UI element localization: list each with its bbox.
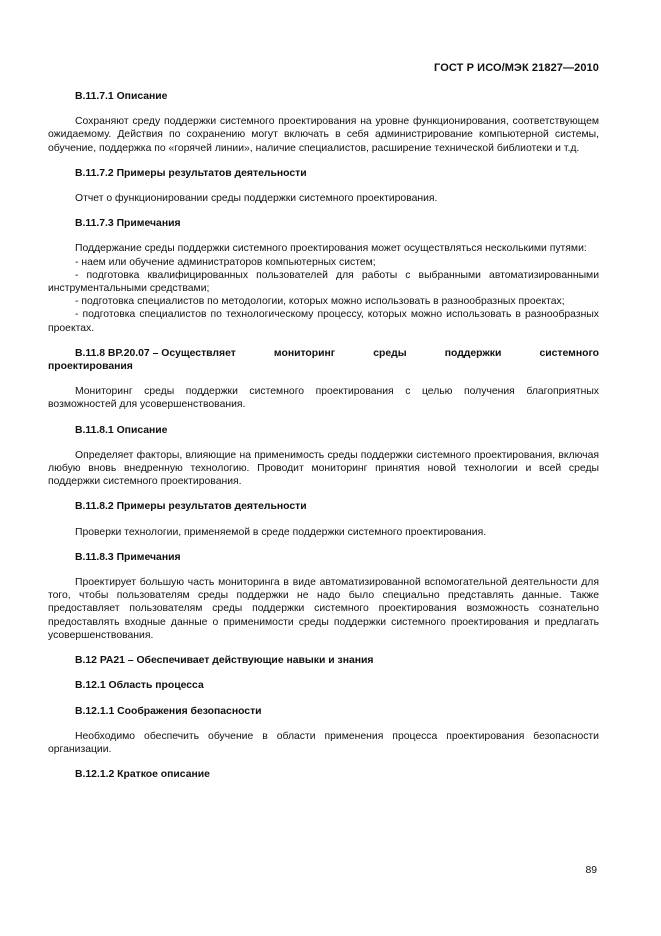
document-code: ГОСТ Р ИСО/МЭК 21827—2010 [434, 62, 599, 74]
paragraph: Поддержание среды поддержки системного проектирования может осуществляться несколькими путями: [75, 243, 587, 255]
section-heading: В.12.1.1 Соображения безопасности [75, 705, 262, 717]
paragraph: Необходимо обеспечить обучение в области применения процесса проектирования безопасности организации. [48, 730, 599, 755]
page-number: 89 [585, 865, 597, 876]
list-item: - подготовка специалистов по технологическому процессу, которых можно использовать в разнообразных проектах. [48, 309, 599, 334]
section-heading: В.11.7.1 Описание [75, 91, 168, 102]
section-heading [48, 347, 599, 373]
section-heading: В.11.8.2 Примеры результатов деятельности [75, 501, 307, 513]
section-heading: В.11.8.1 Описание [75, 424, 168, 436]
section-heading: В.11.7.2 Примеры результатов деятельности [75, 167, 307, 179]
paragraph: Определяет факторы, влияющие на применимость среды поддержки системного проектирования, включая любую вновь внедренную технологию. Проводит мониторинг принятия новой технологии и всей среды поддержки системного проектирования. [48, 449, 599, 488]
paragraph: Отчет о функционировании среды поддержки системного проектирования. [75, 193, 438, 205]
heading-word: поддержки [444, 347, 502, 359]
section-heading: В.12 РА21 – Обеспечивает действующие навыки и знания [75, 655, 374, 667]
section-heading: В.11.7.3 Примечания [75, 218, 181, 230]
heading-second-line: проектирования [48, 361, 133, 373]
heading-word: системного [539, 347, 599, 359]
list-item: - подготовка специалистов по методологии, которых можно использовать в разнообразных проектах; [75, 296, 565, 308]
page-body [48, 90, 599, 793]
paragraph: Проектирует большую часть мониторинга в виде автоматизированной вспомогательной деятельности для того, чтобы пользователям среды поддержки не надо было специально представлять данные. Также предоставляет пользователям среды поддержки системного проектирования возможность сознательно предоставлять входные данные о применимости среды поддержки системного проектирования и предлагать усовершенствования. [48, 577, 599, 641]
section-heading: В.11.8.3 Примечания [75, 551, 181, 563]
heading-word: среды [373, 347, 407, 359]
heading-word: мониторинг [273, 347, 336, 359]
paragraph: Сохраняют среду поддержки системного проектирования на уровне функционирования, соответствующем ожидаемому. Действия по сохранению могут включать в себя администрирование компьютерной системы, обучение, поддержка по «горячей линии», наличие специалистов, расширение технической библиотеки и т.д. [48, 116, 599, 154]
heading-first-line [48, 347, 599, 360]
paragraph: Проверки технологии, применяемой в среде поддержки системного проектирования. [75, 526, 487, 538]
heading-word: В.11.8 ВР.20.07 – Осуществляет [75, 347, 236, 359]
section-heading: В.12.1.2 Краткое описание [75, 769, 210, 781]
section-heading: В.12.1 Область процесса [75, 680, 204, 692]
list-item: - наем или обучение администраторов компьютерных систем; [75, 256, 376, 268]
paragraph: Мониторинг среды поддержки системного проектирования с целью получения благоприятных возможностей для усовершенствования. [48, 386, 599, 411]
list-item: - подготовка квалифицированных пользователей для работы с выбранными автоматизированными инструментальными средствами; [48, 269, 599, 295]
